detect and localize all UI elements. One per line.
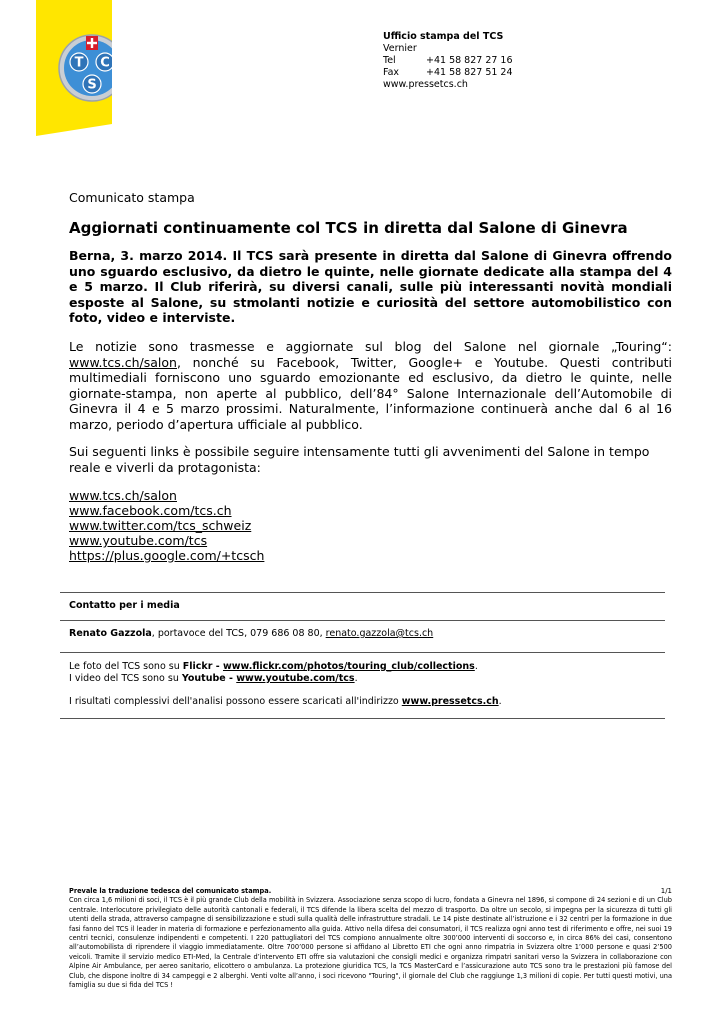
logo-letter-c: C: [100, 55, 110, 71]
spokesperson-name: Renato Gazzola: [69, 628, 152, 639]
divider: [60, 620, 665, 621]
youtube-video-link[interactable]: www.youtube.com/tcs: [236, 673, 355, 684]
document-kicker: Comunicato stampa: [69, 190, 195, 205]
press-office-title: Ufficio stampa del TCS: [383, 31, 504, 42]
footer-heading: Prevale la traduzione tedesca del comunicato stampa.: [69, 887, 272, 895]
spokesperson-email[interactable]: renato.gazzola@tcs.ch: [325, 628, 434, 639]
page-number: 1/1: [660, 887, 672, 895]
media-contact-heading: Contatto per i media: [69, 600, 180, 611]
media-links: [69, 661, 478, 685]
salon-link[interactable]: www.tcs.ch/salon: [69, 354, 177, 370]
press-office-web[interactable]: www.pressetcs.ch: [383, 79, 468, 90]
logo-letter-s: S: [87, 77, 97, 93]
link-tcs-salon[interactable]: www.tcs.ch/salon: [69, 488, 177, 503]
divider: [60, 652, 665, 653]
youtube-line: I video del TCS sono su Youtube - www.youtube.com/tcs.: [69, 673, 358, 684]
footer-text: Con circa 1,6 milioni di soci, il TCS è il più grande Club della mobilità in Svizzera. Associazione senza scopo di lucro, fondata a Ginevra nel 1896, si compone di 24 sezioni e di un Club centrale. Interlocutore privilegiato delle autorità cantonali e federali, il TCS difende la libera scelta del mezzo di trasporto. Da oltre un secolo, si impegna per la sicurezza di tutti gli utenti della strada, attraverso campagne di sensibilizzazione e studi sulla qualità delle infrastrutture stradali. Le 14 piste destinate all’istruzione e i 32 centri per la formazione in due fasi fanno del TCS il leader in materia di formazione e perfezionamento alla guida. Attivo nella difesa dei consumatori, il TCS realizza ogni anno test di riferimento e offre, nei suoi 19 centri tecnici, consulenze indipendenti e competenti. I 220 pattugliatori del TCS compiono annualmente oltre 300’000 interventi di soccorso e, in circa 86% dei casi, consentono all’automobilista di riprendere il viaggio immediatamente. Oltre 700’000 persone si affidano al Libretto ETI che ogni anno rimpatria in Svizzera oltre 1’000 persone e quasi 2’500 veicoli. Tramite il servizio medico ETI-Med, la Centrale d’intervento ETI offre sia valutazioni che consigli medici e organizza rimpatri sanitari verso la Svizzera in collaborazione con Alpine Air Ambulance, per aereo sanitario, elicottero o ambulanza. La protezione giuridica TCS, la TCS MasterCard e l’assicurazione auto TCS sono tra le prestazioni più famose del Club, che dispone inoltre di 34 campeggi e 2 alberghi. Venti volte all’anno, i soci ricevono "Touring", il giornale del Club che raggiunge 1,3 milioni di copie. Per tutti questi motivi, una famiglia su due si fida del TCS !: [69, 896, 672, 990]
links-list: [69, 488, 264, 563]
results-line: I risultati complessivi dell'analisi possono essere scaricati all'indirizzo www.pressetcs.ch.: [69, 696, 502, 707]
tcs-logo: [36, 0, 112, 136]
tcs-logo-graphic: [36, 0, 112, 136]
divider: [60, 718, 665, 719]
lead-paragraph: Berna, 3. marzo 2014. Il TCS sarà presente in diretta dal Salone di Ginevra offrendo uno sguardo esclusivo, da dietro le quinte, nelle giornate dedicate alla stampa del 4 e 5 marzo. Il Club riferirà, su diversi canali, sulle più interessanti novità mondiali esposte al Salone, su stmolanti notizie e curiosità del settore automobilistico con foto, video e interviste.: [69, 248, 672, 325]
link-google-plus[interactable]: https://plus.google.com/+tcsch: [69, 548, 265, 563]
footer-boilerplate: [69, 887, 672, 990]
media-contact-line: Renato Gazzola, portavoce del TCS, 079 686 08 80, renato.gazzola@tcs.ch: [69, 628, 434, 639]
body-paragraph-2: Sui seguenti links è possibile seguire intensamente tutti gli avvenimenti del Salone in tempo reale e viverli da protagonista:: [69, 444, 650, 475]
press-office-tel: Tel +41 58 827 27 16: [383, 55, 513, 66]
headline: Aggiornati continuamente col TCS in diretta dal Salone di Ginevra: [69, 219, 628, 237]
press-office-fax: Fax +41 58 827 51 24: [383, 67, 513, 78]
press-office-city: Vernier: [383, 43, 417, 54]
flickr-link[interactable]: www.flickr.com/photos/touring_club/collections: [222, 661, 475, 672]
flickr-line: Le foto del TCS sono su Flickr - www.flickr.com/photos/touring_club/collections.: [69, 661, 478, 672]
press-office-contact: [383, 31, 513, 91]
divider: [60, 592, 665, 593]
body-paragraph-1: Le notizie sono trasmesse e aggiornate sul blog del Salone nel giornale „Touring“: www.tcs.ch/salon, nonché su Facebook, Twitter, Google+ e Youtube. Questi contributi multimediali forniscono uno sguardo emozionante ed esclusivo, da dietro le quinte, nelle giornate-stampa, non aperte al pubblico, dell’84° Salone Internazionale dell’Automobile di Ginevra il 4 e 5 marzo prossimi. Naturalmente, l’informazione continuerà anche dal 6 al 16 marzo, periodo d’apertura ufficiale al pubblico.: [69, 339, 672, 432]
logo-letter-t: T: [74, 55, 84, 71]
link-facebook[interactable]: www.facebook.com/tcs.ch: [69, 503, 232, 518]
link-youtube[interactable]: www.youtube.com/tcs: [69, 533, 208, 548]
results-link[interactable]: www.pressetcs.ch: [401, 696, 499, 707]
link-twitter[interactable]: www.twitter.com/tcs_schweiz: [69, 518, 252, 533]
